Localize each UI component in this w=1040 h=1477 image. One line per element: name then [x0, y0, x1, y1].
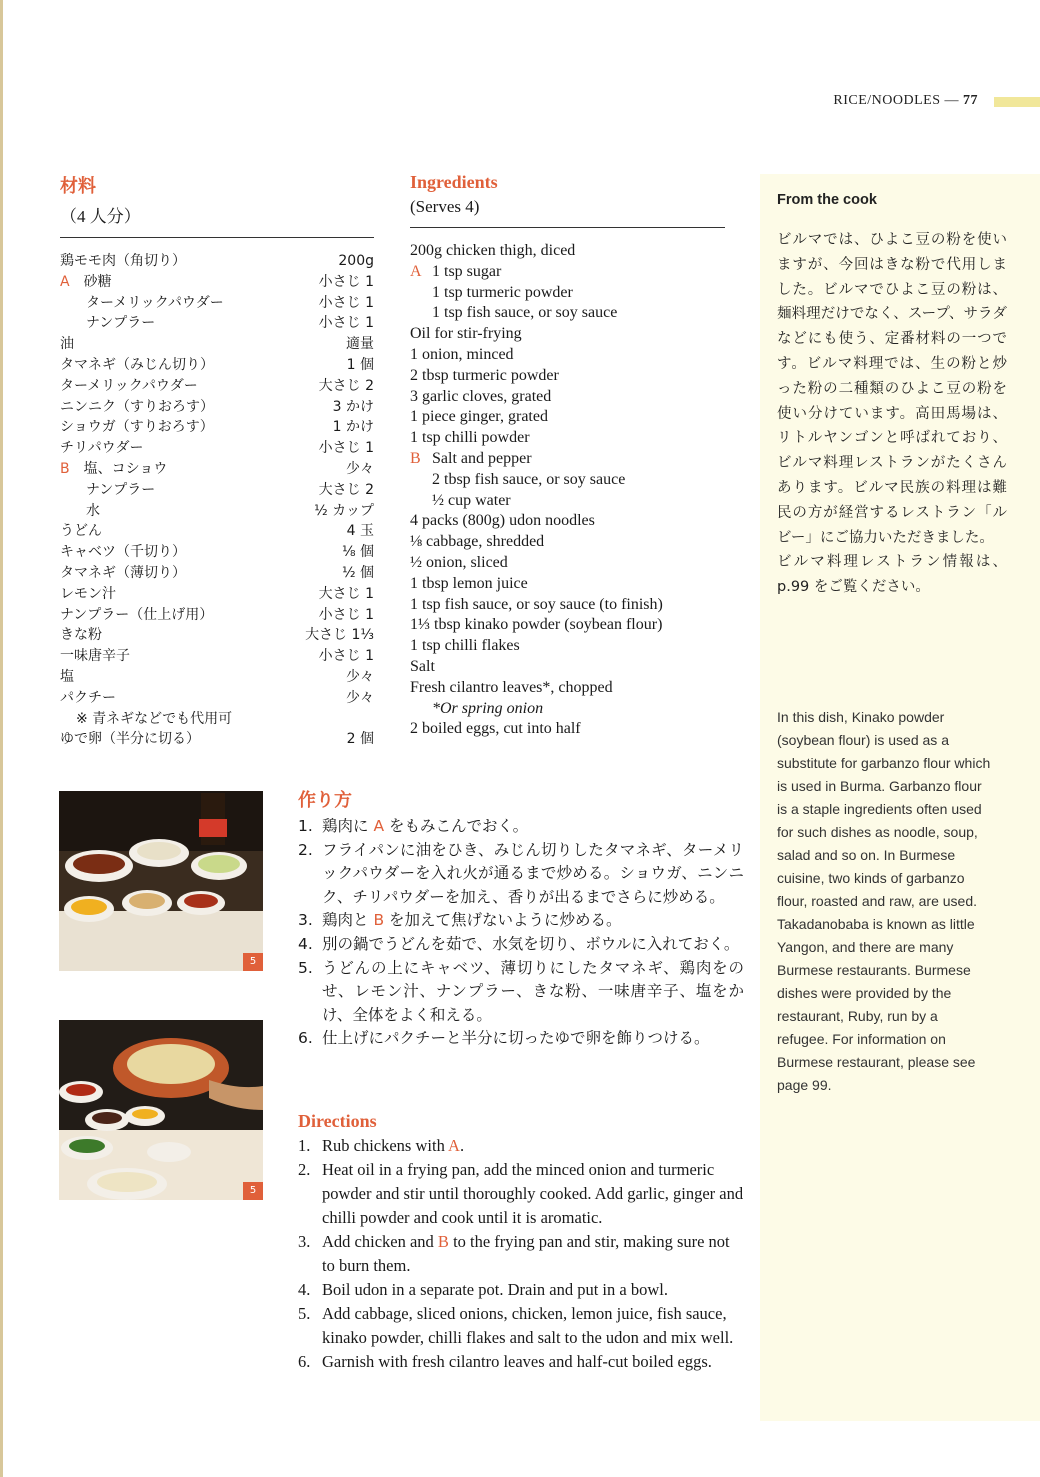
- ingredient-text: ターメリックパウダー: [86, 294, 224, 311]
- step-text: うどんの上にキャベツ、薄切りにしたタマネギ、鶏肉をのせ、レモン汁、ナンプラー、きな粉、一味唐辛子、塩をかけ、全体をよく和える。: [322, 958, 744, 1024]
- group-marker: A: [410, 262, 422, 280]
- ingredient-row: [60, 542, 374, 563]
- step-text: を加えて焦げないように炒める。: [384, 911, 622, 930]
- ingredient-text: ナンプラー: [86, 315, 156, 332]
- ingredient-text: 1 tsp fish sauce, or soy sauce: [432, 304, 618, 322]
- ingredient-row: [60, 459, 374, 480]
- ingredient-amount: 小さじ 1: [318, 648, 374, 665]
- step-number: 3.: [298, 1232, 311, 1251]
- direction-step: [298, 815, 744, 839]
- ingredient-name: [60, 480, 155, 501]
- step-number: 2.: [298, 1160, 311, 1179]
- ingredient-text: ナンプラー（仕上げ用）: [60, 606, 214, 623]
- ingredient-amount: 少々: [346, 668, 374, 685]
- ingredient-amount: 大さじ 2: [318, 377, 374, 394]
- step-number: 2.: [298, 840, 313, 859]
- ingredient-text: チリパウダー: [60, 440, 144, 457]
- step-text: Boil udon in a separate pot. Drain and put in a bowl.: [322, 1280, 668, 1299]
- ingredient-row: [410, 491, 725, 512]
- ingredient-amount: 小さじ 1: [318, 315, 374, 332]
- group-marker: B: [437, 1232, 449, 1251]
- ingredient-amount: 少々: [346, 460, 374, 477]
- group-marker: B: [373, 911, 385, 930]
- ingredient-name: [410, 283, 573, 304]
- ingredient-row: [410, 636, 725, 657]
- direction-step: [298, 1302, 744, 1350]
- step-text: 仕上げにパクチーと半分に切ったゆで卵を飾りつける。: [322, 1029, 710, 1048]
- step-text: .: [459, 1136, 465, 1155]
- cooking-photo-mixing: [59, 1020, 263, 1200]
- ingredient-row: [60, 667, 374, 688]
- header-bar: [994, 97, 1040, 107]
- ingredient-name: [410, 262, 501, 283]
- ingredient-name: [410, 719, 581, 740]
- ingredient-row: [60, 313, 374, 334]
- ingredient-amount: 2 個: [346, 731, 374, 748]
- ingredient-text: *Or spring onion: [432, 699, 544, 717]
- page-header: [780, 93, 1040, 113]
- ingredient-row: [410, 241, 725, 262]
- ingredient-row: [410, 345, 725, 366]
- step-text: フライパンに油をひき、みじん切りしたタマネギ、ターメリックパウダーを入れ火が通るまで炒める。ショウガ、ニンニク、チリパウダーを加え、香りが出るまでさらに炒める。: [322, 840, 744, 906]
- ingredient-name: [60, 521, 102, 542]
- ingredient-row: [410, 470, 725, 491]
- ingredient-row: [410, 303, 725, 324]
- ingredient-text: 2 tbsp turmeric powder: [410, 366, 559, 384]
- ingredient-row: [60, 501, 374, 522]
- group-marker: A: [373, 817, 385, 835]
- ingredient-text: 1 tsp chilli powder: [410, 429, 530, 447]
- divider: [410, 227, 725, 228]
- step-number: 4.: [298, 1280, 311, 1299]
- ingredient-name: [60, 459, 167, 480]
- ingredient-amount: 小さじ 1: [318, 273, 374, 290]
- ingredient-name: [410, 699, 543, 720]
- direction-step: [298, 1027, 744, 1051]
- ingredient-name: [60, 625, 102, 646]
- ingredient-name: [60, 376, 198, 397]
- step-number: 1.: [298, 1136, 311, 1155]
- ingredient-amount: 大さじ 1: [318, 585, 374, 602]
- ingredient-row: [410, 678, 725, 699]
- en-directions-title: Directions: [298, 1111, 377, 1131]
- ingredient-name: [410, 511, 595, 532]
- ingredient-text: 鶏モモ肉（角切り）: [60, 253, 186, 269]
- group-marker: A: [448, 1136, 460, 1155]
- step-text: to the frying pan and stir, making sure not to burn them.: [322, 1232, 730, 1275]
- sidebar-japanese-reference: ビルマ料理レストラン情報は、p.99 をご覧ください。: [777, 554, 1007, 596]
- sidebar-japanese-text: [777, 228, 1007, 600]
- ingredient-name: [60, 605, 213, 626]
- ingredient-row: [60, 563, 374, 584]
- group-marker: A: [60, 273, 70, 290]
- photo-number: 5: [243, 953, 263, 971]
- ingredient-text: うどん: [60, 523, 102, 540]
- ingredient-name: [410, 678, 613, 699]
- from-the-cook-sidebar: [760, 174, 1040, 1421]
- ingredient-row: [410, 387, 725, 408]
- ingredient-row: [60, 417, 374, 438]
- cooking-photo-ingredients: [59, 791, 263, 971]
- en-step-list: [298, 1134, 744, 1374]
- ingredient-row: [410, 553, 725, 574]
- ingredient-name: [60, 584, 116, 605]
- step-number: 1.: [298, 817, 313, 835]
- ingredient-row: [60, 272, 374, 293]
- en-ingredients-title: Ingredients: [410, 172, 498, 192]
- ingredient-row: [60, 605, 374, 626]
- ingredient-row: [410, 262, 725, 283]
- ingredient-name: [410, 324, 522, 345]
- ingredient-amount: 1 かけ: [332, 419, 374, 436]
- ingredient-row: [410, 719, 725, 740]
- ingredient-text: Salt and pepper: [432, 449, 532, 467]
- ingredient-amount: 1 個: [346, 356, 374, 373]
- ingredient-row: [60, 625, 374, 646]
- step-text: Heat oil in a frying pan, add the minced onion and turmeric powder and stir until thoroughly cooked. Add garlic, ginger and chilli powder and cook until it is aromatic.: [322, 1160, 744, 1227]
- ingredient-amount: 小さじ 1: [318, 440, 374, 457]
- ingredient-text: 4 packs (800g) udon noodles: [410, 512, 595, 530]
- ingredient-row: [60, 584, 374, 605]
- ingredient-amount: 4 玉: [346, 523, 374, 540]
- ingredient-text: ゆで卵（半分に切る）: [60, 731, 200, 748]
- ingredient-amount: 小さじ 1: [318, 606, 374, 623]
- ingredient-row: [60, 521, 374, 542]
- ingredient-row: [410, 657, 725, 678]
- ingredient-text: ½ onion, sliced: [410, 553, 508, 571]
- group-marker: B: [60, 460, 70, 477]
- ingredient-name: [410, 407, 548, 428]
- ingredient-text: 水: [86, 502, 100, 519]
- ingredient-name: [60, 251, 186, 272]
- ingredient-name: [60, 563, 186, 584]
- ingredient-name: [60, 501, 100, 522]
- step-number: 3.: [298, 911, 313, 930]
- ingredient-name: [410, 615, 662, 636]
- direction-step: [298, 1350, 744, 1374]
- ingredient-name: [410, 428, 530, 449]
- ingredient-row: [60, 480, 374, 501]
- ingredient-row: [410, 699, 725, 720]
- direction-step: [298, 957, 744, 1028]
- ingredient-text: 200g chicken thigh, diced: [410, 242, 576, 259]
- step-number: 5.: [298, 1304, 311, 1323]
- ingredient-name: [410, 532, 544, 553]
- jp-directions: [298, 786, 744, 1051]
- ingredient-name: [410, 595, 663, 616]
- ingredient-name: [410, 387, 551, 408]
- ingredient-name: [410, 345, 514, 366]
- jp-ingredient-list: [60, 251, 374, 750]
- jp-serves: （4 人分）: [60, 207, 141, 226]
- ingredient-text: 油: [60, 336, 74, 353]
- ingredient-name: [410, 491, 511, 512]
- ingredient-text: 1 piece ginger, grated: [410, 408, 548, 426]
- sidebar-japanese-paragraph: ビルマでは、ひよこ豆の粉を使いますが、今回はきな粉で代用しました。ビルマでひよこ豆の粉は、麺料理だけでなく、スープ、サラダなどにも使う、定番材料の一つです。ビルマ料理では、生の粉と炒った粉の二種類のひよこ豆の粉を使い分けています。高田馬場は、リトルヤンゴンと呼ばれており、ビルマ料理レストランがたくさんあります。ビルマ民族の料理は難民の方が経営するレストラン「ルビー」にご協力いただきました。: [777, 232, 1007, 546]
- en-directions: [298, 1111, 744, 1374]
- ingredient-row: [410, 574, 725, 595]
- ingredient-text: キャベツ（千切り）: [60, 544, 186, 561]
- ingredient-row: [60, 293, 374, 314]
- ingredient-text: 1 tsp fish sauce, or soy sauce (to finish): [410, 595, 663, 613]
- step-text: Add cabbage, sliced onions, chicken, lemon juice, fish sauce, kinako powder, chilli flakes and salt to the udon and mix well.: [322, 1304, 734, 1347]
- mixing-photo-illustration: [59, 1020, 263, 1200]
- ingredient-amount: 3 かけ: [332, 398, 374, 415]
- ingredient-text: ショウガ（すりおろす）: [60, 419, 214, 436]
- ingredient-name: [410, 636, 520, 657]
- step-text: Garnish with fresh cilantro leaves and half-cut boiled eggs.: [322, 1352, 712, 1371]
- ingredient-text: タマネギ（薄切り）: [60, 564, 186, 581]
- ingredient-row: [410, 595, 725, 616]
- group-marker: B: [410, 449, 421, 467]
- ingredient-text: Salt: [410, 657, 435, 675]
- step-number: 4.: [298, 934, 313, 953]
- ingredient-text: ニンニク（すりおろす）: [60, 398, 214, 415]
- ingredient-name: [410, 574, 528, 595]
- jp-directions-title: 作り方: [298, 790, 352, 810]
- photo-number: 5: [243, 1182, 263, 1200]
- page-number: 77: [963, 93, 978, 108]
- ingredient-name: [60, 438, 143, 459]
- ingredient-row: [410, 428, 725, 449]
- step-text: 鶏肉と: [322, 911, 374, 930]
- step-text: 鶏肉に: [322, 817, 374, 835]
- jp-ingredients: [60, 172, 374, 750]
- ingredient-row: [60, 251, 374, 272]
- en-ingredient-list: [410, 241, 725, 740]
- ingredient-text: ※ 青ネギなどでも代用可: [76, 710, 233, 727]
- ingredient-amount: 200g: [338, 253, 374, 269]
- ingredient-text: ナンプラー: [86, 481, 156, 498]
- ingredient-row: [410, 449, 725, 470]
- ingredient-row: [60, 376, 374, 397]
- ingredient-name: [60, 293, 224, 314]
- ingredient-name: [410, 657, 435, 678]
- ingredient-row: [410, 511, 725, 532]
- ingredient-row: [60, 729, 374, 750]
- direction-step: [298, 909, 744, 933]
- ingredient-text: 砂糖: [83, 273, 112, 290]
- ingredient-name: [60, 542, 186, 563]
- ingredient-text: 1 tsp chilli flakes: [410, 637, 520, 655]
- ingredient-amount: ½ 個: [341, 564, 374, 581]
- ingredient-row: [60, 397, 374, 418]
- ingredient-text: 1 tsp turmeric powder: [432, 283, 573, 301]
- ingredient-name: [60, 272, 112, 293]
- ingredient-amount: 少々: [346, 689, 374, 706]
- step-text: Add chicken and: [322, 1232, 438, 1251]
- ingredient-text: 3 garlic cloves, grated: [410, 387, 552, 405]
- ingredient-row: [60, 709, 374, 730]
- ingredient-name: [410, 241, 575, 262]
- divider: [60, 237, 374, 238]
- ingredient-text: Fresh cilantro leaves*, chopped: [410, 678, 613, 696]
- ingredient-text: 一味唐辛子: [60, 648, 130, 665]
- ingredient-row: [410, 532, 725, 553]
- ingredient-name: [410, 303, 617, 324]
- en-ingredients: [410, 172, 725, 740]
- ingredient-amount: ⅛ 個: [341, 544, 374, 561]
- ingredient-name: [60, 688, 116, 709]
- ingredient-row: [60, 646, 374, 667]
- ingredient-name: [60, 729, 200, 750]
- ingredient-text: 2 boiled eggs, cut into half: [410, 720, 581, 738]
- ingredient-name: [410, 449, 532, 470]
- ingredient-name: [60, 417, 214, 438]
- ingredient-amount: ½ カップ: [314, 502, 374, 519]
- ingredient-text: タマネギ（みじん切り）: [60, 356, 214, 373]
- ingredient-amount: 適量: [346, 336, 374, 353]
- direction-step: [298, 933, 744, 957]
- step-text: 別の鍋でうどんを茹で、水気を切り、ボウルに入れておく。: [322, 934, 740, 953]
- ingredient-text: パクチー: [60, 689, 116, 706]
- page-edge: [0, 0, 3, 1477]
- direction-step: [298, 1134, 744, 1158]
- ingredient-text: ⅛ cabbage, shredded: [410, 533, 545, 551]
- ingredient-name: [60, 355, 214, 376]
- sidebar-title: From the cook: [777, 192, 877, 208]
- step-number: 6.: [298, 1352, 311, 1371]
- ingredient-text: 1 onion, minced: [410, 345, 514, 363]
- ingredient-text: 2 tbsp fish sauce, or soy sauce: [432, 470, 626, 488]
- ingredient-text: レモン汁: [60, 585, 116, 602]
- ingredient-amount: 大さじ 2: [318, 481, 374, 498]
- ingredient-amount: 大さじ 1⅓: [305, 627, 374, 644]
- step-text: Rub chickens with: [322, 1136, 449, 1155]
- ingredient-name: [60, 709, 232, 730]
- direction-step: [298, 1278, 744, 1302]
- step-text: をもみこんでおく。: [384, 817, 529, 835]
- running-head: [833, 93, 978, 109]
- ingredient-text: 1 tbsp lemon juice: [410, 574, 528, 592]
- ingredient-row: [410, 407, 725, 428]
- ingredient-text: きな粉: [60, 627, 102, 644]
- ingredient-text: 1⅓ tbsp kinako powder (soybean flour): [410, 616, 663, 634]
- section-label: RICE/NOODLES —: [833, 93, 959, 108]
- jp-step-list: [298, 815, 744, 1051]
- ingredient-name: [410, 470, 625, 491]
- ingredient-row: [60, 688, 374, 709]
- ingredient-row: [410, 324, 725, 345]
- sidebar-english-text: In this dish, Kinako powder (soybean flour) is used as a substitute for garbanzo flour which is used in Burma. Garbanzo flour is a staple ingredients often used for such dishes as noodle, soup, salad and so on. In Burmese cuisine, two kinds of garbanzo flour, roasted and raw, are used. Takadanobaba is known as little Yangon, and there are many Burmese restaurants. Burmese dishes were provided by the restaurant, Ruby, run by a refugee. For information on Burmese restaurant, please see page 99.: [777, 709, 991, 1093]
- ingredient-text: 1 tsp sugar: [432, 262, 502, 280]
- ingredient-text: Oil for stir-frying: [410, 325, 522, 343]
- ingredient-text: ½ cup water: [432, 491, 511, 509]
- step-number: 6.: [298, 1029, 313, 1048]
- ingredient-amount: 小さじ 1: [318, 294, 374, 311]
- ingredient-row: [410, 615, 725, 636]
- step-number: 5.: [298, 958, 313, 977]
- ingredient-name: [60, 667, 74, 688]
- ingredient-row: [410, 283, 725, 304]
- ingredients-photo-illustration: [59, 791, 263, 971]
- ingredient-text: 塩、コショウ: [83, 460, 168, 477]
- ingredient-name: [60, 646, 130, 667]
- ingredient-text: ターメリックパウダー: [60, 377, 198, 394]
- ingredient-row: [60, 355, 374, 376]
- ingredient-row: [60, 334, 374, 355]
- ingredient-name: [60, 313, 155, 334]
- jp-ingredients-title: 材料: [60, 176, 96, 196]
- direction-step: [298, 839, 744, 910]
- ingredient-text: 塩: [60, 668, 74, 685]
- en-serves: (Serves 4): [410, 197, 480, 216]
- ingredient-name: [60, 334, 74, 355]
- ingredient-name: [410, 366, 559, 387]
- direction-step: [298, 1230, 744, 1278]
- ingredient-row: [60, 438, 374, 459]
- ingredient-name: [60, 397, 214, 418]
- ingredient-name: [410, 553, 508, 574]
- direction-step: [298, 1158, 744, 1230]
- ingredient-row: [410, 366, 725, 387]
